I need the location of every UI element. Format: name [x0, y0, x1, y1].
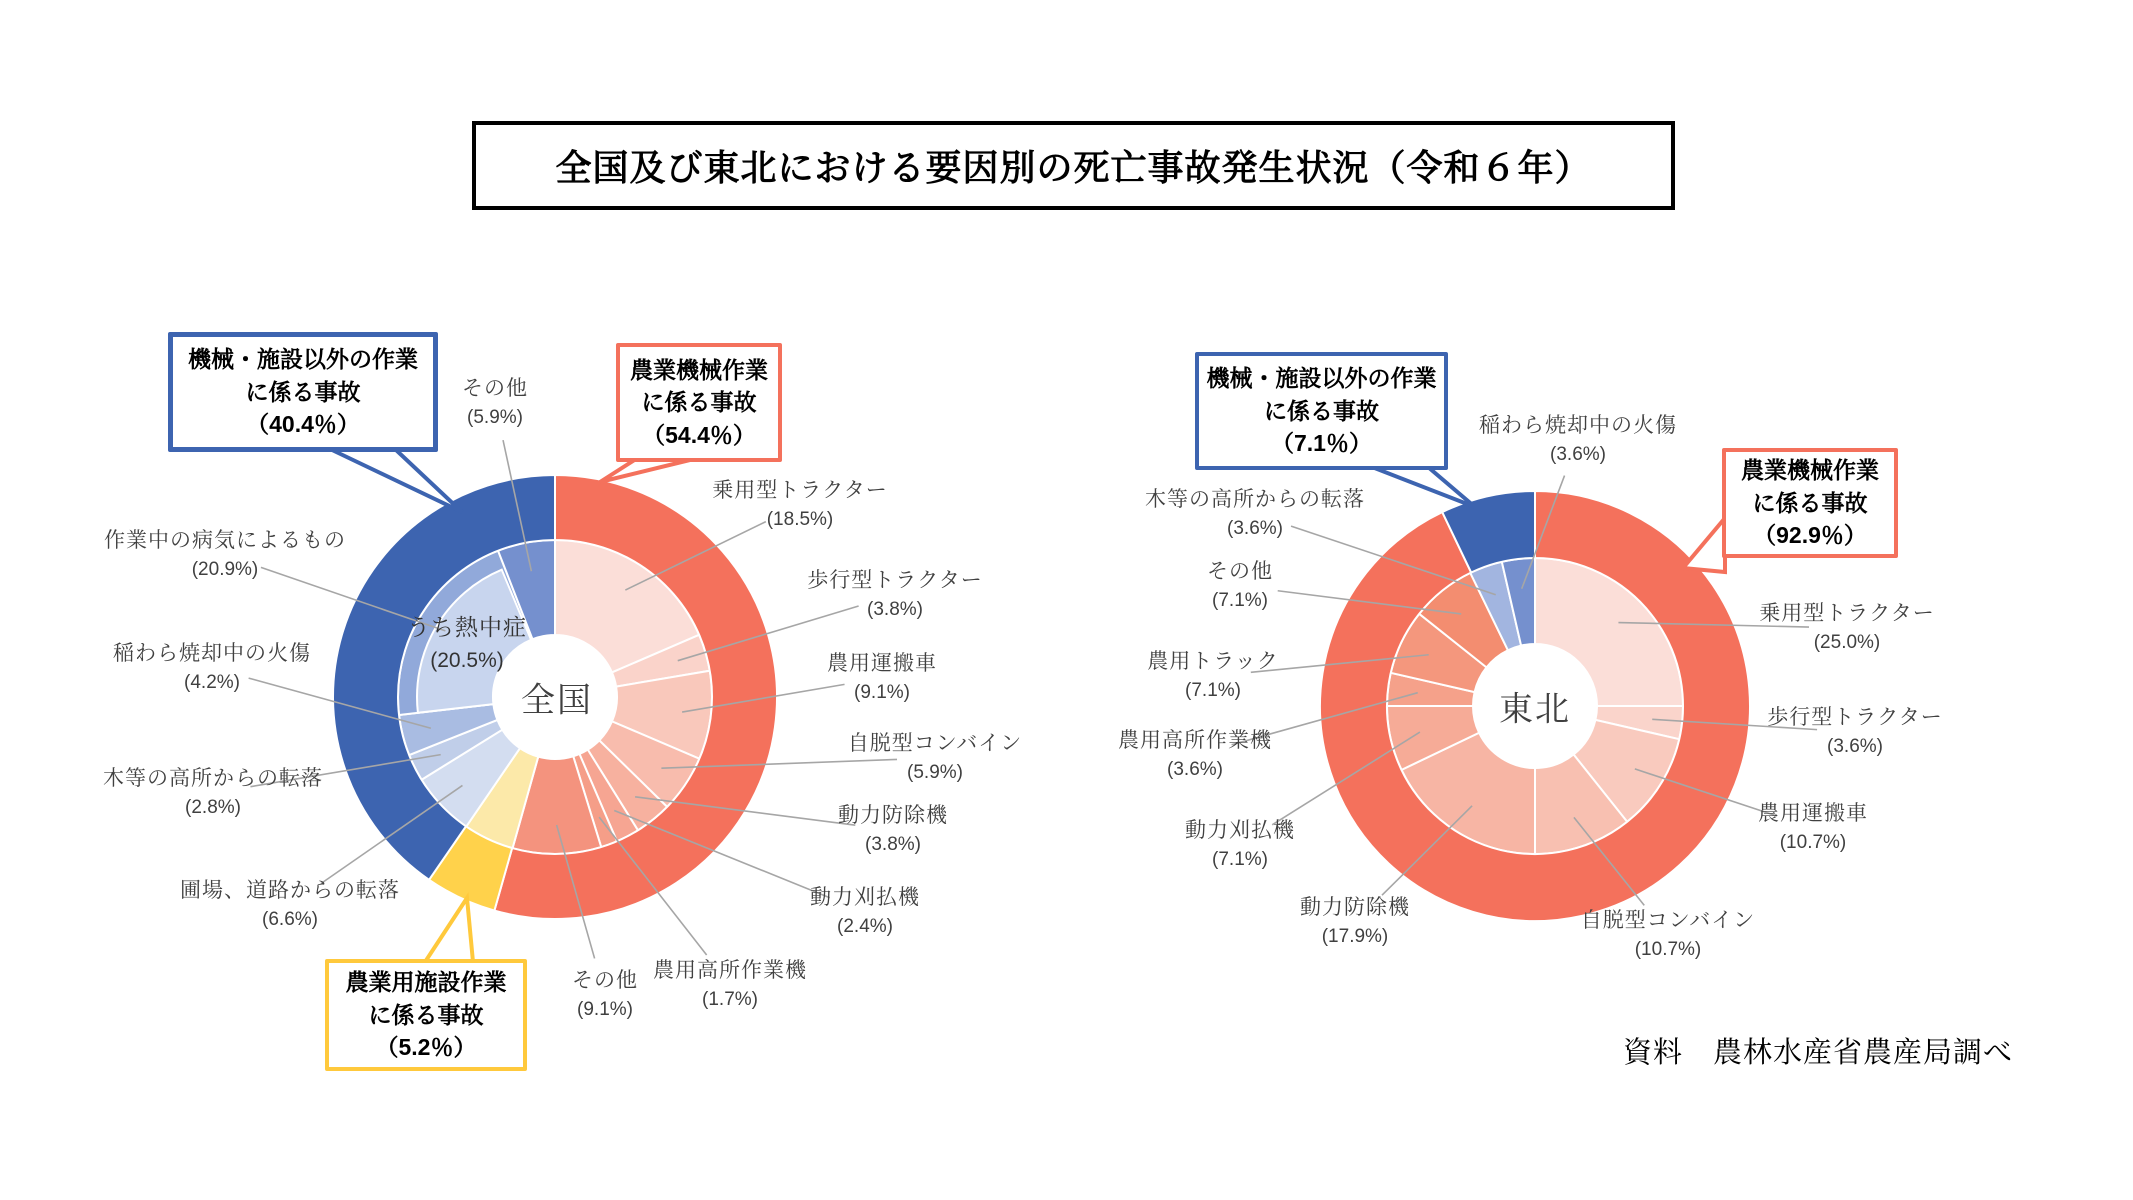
callout-zenkoku-nonmachine: [168, 332, 438, 452]
segment-label-pct: (1.7%): [702, 989, 758, 1011]
callout-pointer: [600, 459, 694, 482]
segment-label-pct: (9.1%): [854, 682, 910, 704]
callout-tohoku-nonmachine: [1195, 352, 1448, 470]
callout-line: 機械・施設以外の作業: [1206, 365, 1437, 392]
segment-label-全国-農用運搬車: [827, 649, 937, 707]
segment-label-pct: (20.9%): [191, 559, 259, 581]
segment-label-name: 木等の高所からの転落: [103, 767, 323, 791]
segment-label-name: 動力刈払機: [1185, 819, 1295, 843]
source-note: 資料 農林水産省農産局調べ: [1623, 1037, 2014, 1069]
callout-line: 農業機械作業: [1741, 457, 1879, 484]
segment-label-name: 自脱型コンバイン: [1580, 909, 1756, 933]
callout-line: （54.4％）: [642, 421, 756, 448]
segment-label-name: 木等の高所からの転落: [1145, 488, 1365, 512]
segment-label-name: 歩行型トラクター: [807, 569, 983, 593]
heatstroke-pct: (20.5%): [430, 648, 504, 672]
segment-label-pct: (4.2%): [184, 672, 240, 694]
segment-label-name: 稲わら焼却中の火傷: [1479, 414, 1677, 438]
segment-label-pct: (10.7%): [1634, 939, 1702, 961]
callout-line: に係る事故: [368, 1001, 484, 1028]
segment-label-東北-歩行型トラクター: [1767, 703, 1943, 761]
segment-label-name: 動力防除機: [838, 804, 948, 828]
segment-label-name: 農用トラック: [1147, 650, 1279, 674]
segment-label-pct: (3.6%): [1550, 444, 1606, 466]
segment-label-東北-その他: [1207, 557, 1273, 615]
callout-line: （92.9％）: [1753, 522, 1867, 549]
callout-line: に係る事故: [641, 389, 757, 416]
callout-line: （5.2％）: [375, 1034, 477, 1061]
segment-label-name: 動力刈払機: [810, 886, 920, 910]
callout-pointer: [1683, 518, 1725, 572]
segment-label-name: その他: [462, 377, 528, 401]
segment-label-pct: (3.6%): [1827, 736, 1883, 758]
heatstroke-note: [407, 610, 527, 676]
segment-label-東北-農用トラック: [1147, 647, 1279, 705]
segment-label-東北-稲わら焼却中の火傷: [1479, 411, 1677, 469]
callout-tohoku-machine: [1722, 448, 1898, 558]
callout-line: に係る事故: [1752, 489, 1868, 516]
callout-line: に係る事故: [1264, 397, 1379, 424]
segment-label-name: 農用高所作業機: [1118, 729, 1272, 753]
center-label-zenkoku: 全国: [521, 681, 593, 720]
segment-label-全国-その他: [572, 966, 638, 1024]
callout-pointer: [330, 449, 462, 512]
callout-line: （7.1％）: [1271, 430, 1372, 457]
segment-label-name: 乗用型トラクター: [712, 479, 888, 503]
segment-label-東北-乗用型トラクター: [1759, 599, 1935, 657]
segment-label-pct: (7.1%): [1212, 849, 1268, 871]
segment-label-pct: (7.1%): [1212, 590, 1268, 612]
segment-label-東北-農用運搬車: [1758, 799, 1868, 857]
segment-label-name: 乗用型トラクター: [1759, 602, 1935, 626]
segment-label-全国-農用高所作業機: [653, 956, 807, 1014]
segment-label-pct: (3.6%): [1167, 759, 1223, 781]
segment-label-name: その他: [572, 969, 638, 993]
segment-label-pct: (17.9%): [1321, 926, 1389, 948]
segment-label-全国-作業中の病気によるもの: [104, 526, 346, 584]
segment-label-全国-その他: [462, 374, 528, 432]
segment-label-pct: (18.5%): [766, 509, 834, 531]
segment-label-東北-自脱型コンバイン: [1581, 906, 1756, 964]
segment-label-name: 稲わら焼却中の火傷: [113, 642, 311, 666]
segment-label-pct: (10.7%): [1779, 832, 1847, 854]
callout-pointer: [425, 898, 473, 962]
segment-label-全国-稲わら焼却中の火傷: [113, 639, 311, 697]
segment-label-pct: (5.9%): [907, 762, 963, 784]
callout-line: 機械・施設以外の作業: [188, 346, 418, 373]
segment-label-pct: (5.9%): [467, 407, 523, 429]
segment-label-pct: (25.0%): [1813, 632, 1881, 654]
chart-title: 全国及び東北における要因別の死亡事故発生状況（令和６年）: [555, 147, 1592, 188]
segment-label-pct: (2.8%): [185, 797, 241, 819]
segment-label-name: 作業中の病気によるもの: [104, 529, 346, 553]
segment-label-name: 自脱型コンバイン: [847, 732, 1023, 756]
segment-label-全国-自脱型コンバイン: [848, 729, 1023, 787]
segment-label-pct: (3.6%): [1227, 518, 1283, 540]
callout-pointer: [1372, 467, 1475, 507]
segment-label-東北-農用高所作業機: [1118, 726, 1272, 784]
segment-label-全国-乗用型トラクター: [712, 476, 888, 534]
callout-line: 農業機械作業: [630, 356, 768, 383]
segment-label-name: 農用運搬車: [827, 652, 937, 676]
segment-label-東北-木等の高所からの転落: [1145, 485, 1365, 543]
segment-label-name: 農用運搬車: [1758, 802, 1868, 826]
segment-label-name: 圃場、道路からの転落: [180, 879, 400, 903]
segment-label-全国-木等の高所からの転落: [103, 764, 323, 822]
segment-label-pct: (2.4%): [837, 916, 893, 938]
segment-label-pct: (6.6%): [262, 909, 318, 931]
segment-label-name: 動力防除機: [1300, 896, 1410, 920]
callout-zenkoku-machine: [616, 343, 782, 462]
segment-label-全国-動力防除機: [838, 801, 948, 859]
chart-title-box: [472, 121, 1675, 210]
segment-label-pct: (7.1%): [1185, 680, 1241, 702]
segment-label-東北-動力刈払機: [1185, 816, 1295, 874]
segment-label-name: 歩行型トラクター: [1767, 706, 1943, 730]
segment-label-pct: (3.8%): [865, 834, 921, 856]
callout-line: に係る事故: [245, 378, 361, 405]
segment-label-全国-歩行型トラクター: [807, 566, 983, 624]
segment-label-全国-圃場、道路からの転落: [180, 876, 400, 934]
segment-label-pct: (9.1%): [577, 999, 633, 1021]
segment-label-name: その他: [1207, 560, 1273, 584]
segment-label-全国-動力刈払機: [810, 883, 920, 941]
segment-label-pct: (3.8%): [867, 599, 923, 621]
center-label-tohoku: 東北: [1499, 690, 1571, 729]
callout-line: （40.4％）: [246, 411, 360, 438]
callout-line: 農業用施設作業: [345, 969, 507, 996]
callout-zenkoku-facility: [325, 959, 527, 1071]
segment-label-name: 農用高所作業機: [653, 959, 807, 983]
segment-label-東北-動力防除機: [1300, 893, 1410, 951]
heatstroke-name: うち熱中症: [407, 614, 527, 640]
